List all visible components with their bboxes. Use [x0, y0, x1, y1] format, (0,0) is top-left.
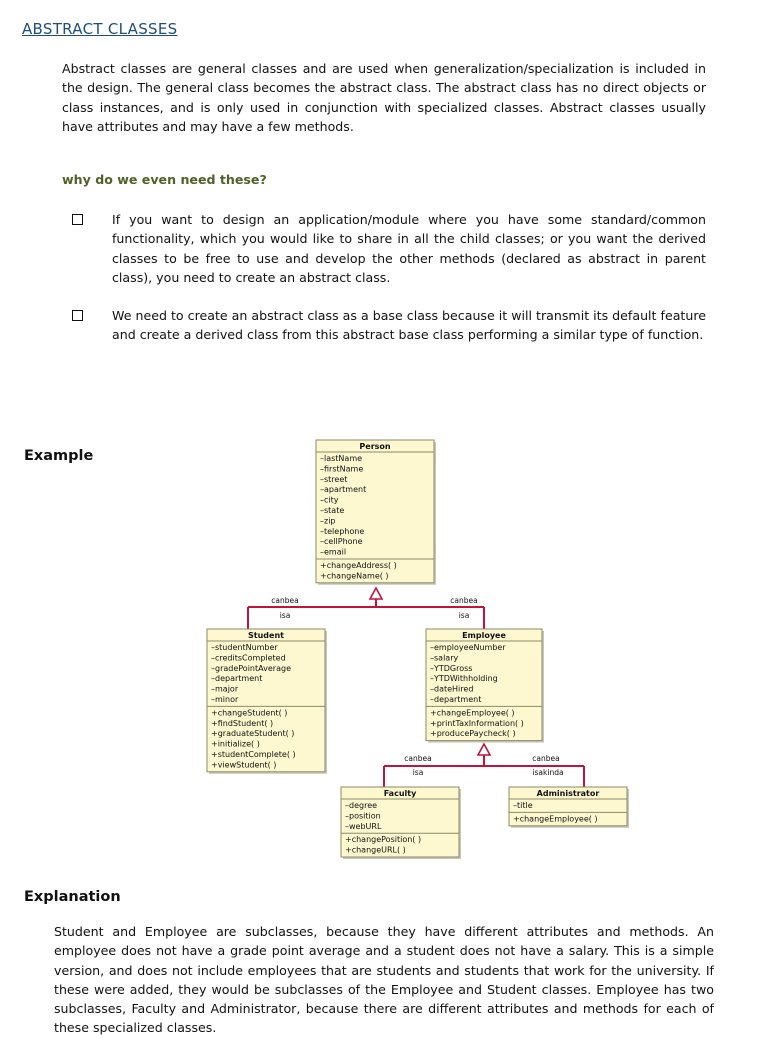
example-heading: Example [24, 448, 94, 464]
uml-class-student [207, 629, 327, 774]
class-attribute: –email [320, 547, 347, 557]
class-attribute: –major [211, 684, 239, 694]
class-method: +changeEmployee( ) [430, 708, 515, 718]
relation-label: isakinda [532, 768, 564, 777]
class-name: Employee [462, 631, 506, 640]
class-attribute: –webURL [345, 821, 382, 831]
relation-label: canbea [450, 596, 478, 605]
class-attribute: –street [320, 474, 348, 484]
class-method: +initialize( ) [211, 739, 260, 749]
relation-label: isa [279, 611, 291, 620]
class-attribute: –cellPhone [320, 537, 363, 547]
class-attribute: –gradePointAverage [211, 663, 291, 673]
class-method: +changePosition( ) [345, 835, 422, 845]
class-name: Student [248, 631, 284, 640]
class-attribute: –department [430, 695, 482, 704]
uml-class-person [316, 440, 436, 585]
class-method: +changeAddress( ) [320, 561, 397, 570]
class-attribute: –position [345, 811, 381, 821]
bullet-text: We need to create an abstract class as a base class because it will transmit its default feature and create a derived class from this abstract base class performing a similar type of function. [112, 308, 706, 343]
relation-label: canbea [532, 754, 560, 763]
class-attribute: –degree [345, 801, 378, 810]
explanation-heading: Explanation [24, 889, 121, 905]
uml-class-employee [426, 629, 544, 743]
class-method: +changeEmployee( ) [513, 814, 598, 824]
class-attribute: –minor [211, 695, 239, 704]
class-method: +graduateStudent( ) [211, 729, 295, 739]
class-attribute: –lastName [320, 454, 363, 463]
class-attribute: –city [320, 495, 339, 505]
class-method: +changeURL( ) [345, 845, 406, 855]
class-attribute: –employeeNumber [430, 643, 506, 652]
class-attribute: –YTDGross [430, 663, 473, 673]
class-attribute: –telephone [320, 526, 365, 536]
class-name: Faculty [383, 789, 417, 798]
class-attribute: –firstName [320, 464, 364, 474]
class-method: +changeStudent( ) [211, 708, 288, 718]
relation-label: canbea [271, 596, 299, 605]
inheritance-arrow-icon [478, 744, 490, 755]
relation-label: canbea [404, 754, 432, 763]
bullet-text: If you want to design an application/module where you have some standard/common functionality, which you would like to share in all the child classes; or you want the derived classes to be free to use and develop the other methods (declared as abstract in parent class), you need to create an abstract class. [112, 212, 706, 285]
uml-class-faculty [341, 787, 461, 859]
class-method: +studentComplete( ) [211, 750, 296, 759]
class-attribute: –state [320, 506, 345, 515]
class-method: +findStudent( ) [211, 718, 274, 728]
class-attribute: –dateHired [430, 684, 474, 694]
class-name: Administrator [536, 789, 600, 798]
class-method: +printTaxInformation( ) [430, 718, 524, 728]
inheritance-arrow-icon [370, 588, 382, 599]
page-title: ABSTRACT CLASSES [22, 20, 178, 38]
uml-class-administrator [509, 787, 629, 828]
relation-label: isa [458, 611, 470, 620]
class-attribute: –studentNumber [211, 643, 278, 652]
class-method: +changeName( ) [320, 571, 389, 581]
class-attribute: –zip [320, 516, 336, 526]
explanation-paragraph: Student and Employee are subclasses, because they have different attributes and methods. An employee does not have a grade point average and a student does not have a salary. This is a simple version, and does not include employees that are students and students that work for the university. If these were added, they would be subclasses of the Employee and Student classes. Employee has two subclasses, Faculty and Administrator, because there are different attributes and methods for each of these specialized classes. [54, 924, 714, 1036]
class-attribute: –apartment [320, 485, 367, 495]
class-method: +viewStudent( ) [211, 760, 277, 770]
class-method: +producePaycheck( ) [430, 729, 516, 739]
class-attribute: –department [211, 674, 263, 684]
class-attribute: –creditsCompleted [211, 653, 286, 663]
question-heading: why do we even need these? [62, 172, 267, 187]
class-attribute: –salary [430, 653, 459, 663]
class-attribute: –YTDWithholding [430, 674, 498, 684]
relation-label: isa [412, 768, 424, 777]
class-attribute: –title [513, 801, 533, 810]
class-name: Person [359, 442, 391, 451]
intro-paragraph: Abstract classes are general classes and are used when generalization/specialization is included in the design. The general class becomes the abstract class. The abstract class has no direct objects or class instances, and is only used in conjunction with specialized classes. Abstract classes usually have attributes and may have a few methods. [62, 61, 706, 134]
